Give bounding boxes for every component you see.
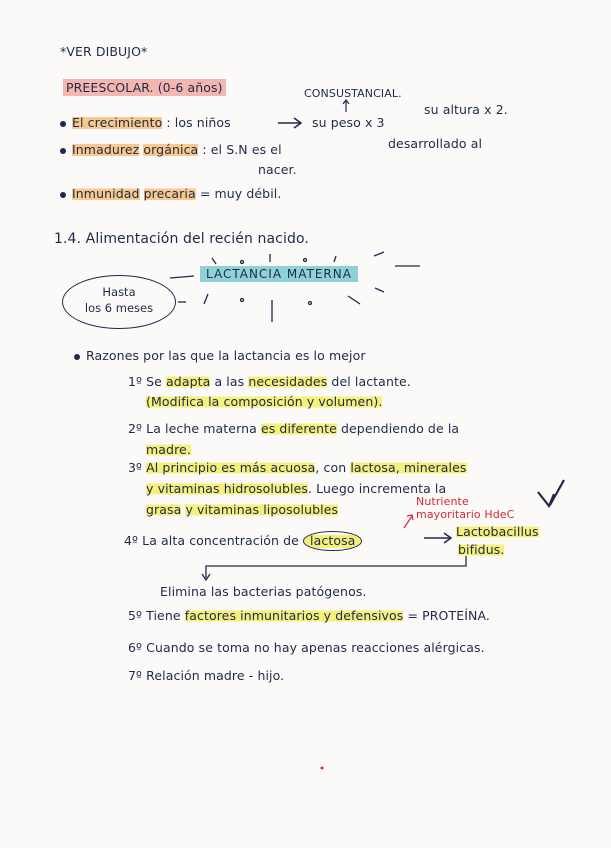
lactobacillus-label xyxy=(456,524,539,540)
inmadurez-row xyxy=(60,142,282,158)
razon-3-line3 xyxy=(146,502,338,518)
razon-2-line2 xyxy=(146,442,191,458)
hasta-6-meses-circle xyxy=(62,275,176,329)
razon-1-line2 xyxy=(146,394,382,410)
razon-4-lactosa-circled: lactosa xyxy=(303,531,362,551)
ver-dibujo-note: *VER DIBUJO* xyxy=(60,44,148,59)
altura-text: su altura x 2. xyxy=(424,102,508,117)
razon-1-necesidades: necesidades xyxy=(248,374,328,389)
inmunidad-label: Inmunidad xyxy=(72,186,140,201)
inmadurez-text: : el S.N es el xyxy=(202,142,282,157)
section-heading: 1.4. Alimentación del recién nacido. xyxy=(54,231,309,247)
razon-number: 7º xyxy=(128,668,143,683)
elimina-text: Elimina las bacterias patógenos. xyxy=(160,584,367,599)
bifidus-text: bifidus. xyxy=(458,542,505,557)
red-arrow xyxy=(404,516,412,528)
razon-1-text: Se xyxy=(146,374,162,389)
razon-5-text: Tiene xyxy=(146,608,181,623)
razon-5-proteina: = PROTEÍNA. xyxy=(407,608,490,623)
razon-1-text: a las xyxy=(214,374,245,389)
bifidus-label xyxy=(458,542,504,558)
razon-2-text: La leche materna xyxy=(146,421,257,436)
lactobacillus-text: Lactobacillus xyxy=(456,524,539,539)
razon-2-diferente: es diferente xyxy=(260,421,337,436)
razon-1-adapta: adapta xyxy=(166,374,211,389)
preescolar-title xyxy=(63,80,226,96)
razon-number: 3º xyxy=(128,460,143,475)
lactancia-materna xyxy=(200,266,358,282)
razon-3-lactosa: lactosa xyxy=(350,460,396,475)
razon-number: 4º xyxy=(124,533,139,548)
peso-text: su peso x 3 xyxy=(312,115,385,130)
razon-3-line2 xyxy=(146,481,446,497)
razon-6 xyxy=(128,640,485,656)
razon-3-text: . Luego incrementa la xyxy=(308,481,447,496)
razon-4-text: La alta concentración de xyxy=(142,533,299,548)
bullet xyxy=(60,121,66,127)
razon-number: 2º xyxy=(128,421,143,436)
razon-3 xyxy=(128,460,467,476)
razon-number: 6º xyxy=(128,640,143,655)
razon-3-grasa: grasa xyxy=(146,502,182,517)
razon-6-text: Cuando se toma no hay apenas reacciones alérgicas. xyxy=(146,640,485,655)
consustancial-label: CONSUSTANCIAL. xyxy=(304,87,402,100)
razon-number: 5º xyxy=(128,608,143,623)
razon-1-modifica: (Modifica la composición y volumen). xyxy=(146,394,383,409)
razones-intro xyxy=(74,348,366,364)
razon-number: 1º xyxy=(128,374,143,389)
nacer-text: nacer. xyxy=(258,162,297,177)
razon-7-text: Relación madre - hijo. xyxy=(146,668,285,683)
organica-label: orgánica xyxy=(143,142,199,157)
crecimiento-row xyxy=(60,115,231,131)
razon-3-liposolubles: y vitaminas liposolubles xyxy=(185,502,339,517)
razon-2 xyxy=(128,421,459,437)
hook-arrow xyxy=(206,556,466,578)
bullet xyxy=(60,148,66,154)
razones-intro-text: Razones por las que la lactancia es lo mejor xyxy=(86,348,366,363)
desarrollado-text: desarrollado al xyxy=(388,136,483,151)
preescolar-title-text: PREESCOLAR. (0-6 años) xyxy=(63,79,226,96)
razon-4 xyxy=(124,531,362,551)
razon-2-madre: madre. xyxy=(146,442,191,457)
crecimiento-label: El crecimiento xyxy=(72,115,163,130)
bullet xyxy=(74,354,80,360)
hasta-text: Hasta xyxy=(102,285,136,299)
bullet xyxy=(60,192,66,198)
nutriente-note-1: Nutriente xyxy=(416,495,469,508)
razon-3-minerales: , minerales xyxy=(395,460,467,475)
lactancia-rays xyxy=(170,252,420,322)
razon-5-factores: factores inmunitarios y defensivos xyxy=(184,608,404,623)
crecimiento-text: : los niños xyxy=(166,115,231,130)
inmunidad-row xyxy=(60,186,281,202)
precaria-label: precaria xyxy=(143,186,196,201)
razon-3-hidrosolubles: y vitaminas hidrosolubles xyxy=(146,481,309,496)
meses-text: los 6 meses xyxy=(84,301,154,315)
inmunidad-text: = muy débil. xyxy=(199,186,282,201)
razon-7 xyxy=(128,668,284,684)
razon-5 xyxy=(128,608,490,624)
razon-3-text: , con xyxy=(315,460,347,475)
razon-1-text: del lactante. xyxy=(331,374,411,389)
razon-1 xyxy=(128,374,411,390)
nutriente-note-2: mayoritario HdeC xyxy=(416,508,515,521)
lactancia-label: LACTANCIA MATERNA xyxy=(200,266,358,282)
razon-2-text: dependiendo de la xyxy=(340,421,460,436)
razon-3-acuosa: Al principio es más acuosa xyxy=(146,460,316,475)
inmadurez-label: Inmadurez xyxy=(72,142,140,157)
